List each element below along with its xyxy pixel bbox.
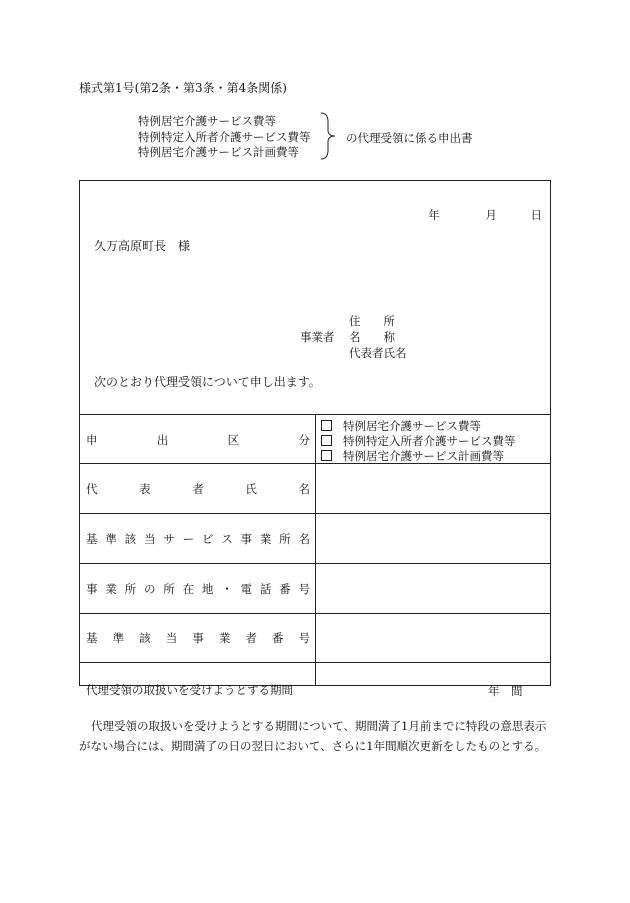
addressee: 久万高原町長 様 [94,239,191,253]
label-char: 号 [298,582,310,596]
row-label-facility-address-phone [86,581,310,597]
form-title-types [138,114,311,161]
label-char: 地 [201,582,214,596]
label-char: サ [163,532,175,546]
label-char: ・ [221,582,233,596]
label-char: 申 [86,433,98,447]
title-type: 特例居宅介護サービス費等 [138,114,276,128]
form-number: 様式第1号(第2条・第3条・第4条関係) [79,81,287,95]
option-label: 特例特定入所者介護サービス費等 [343,434,516,448]
intro-text: 次のとおり代理受領について申し出ます。 [94,375,321,389]
option-label: 特例居宅介護サービス計画費等 [343,449,504,463]
title-type: 特例居宅介護サービス計画費等 [138,145,299,159]
row-label-operator-number [86,630,310,646]
label-char: 事 [240,532,252,546]
label-char: 名 [298,482,310,496]
label-char: 番 [271,631,284,645]
label-char: ス [221,532,233,546]
label-char: 所 [279,532,291,546]
label-char: 名 [298,532,310,546]
label-char: 電 [240,582,252,596]
label-char: 該 [139,631,151,645]
date-year: 年 [428,208,440,222]
label-char: 分 [298,433,310,447]
label-char: 該 [124,532,137,546]
application-form-box [79,180,551,698]
applicant-label: 事業者 [300,330,335,344]
form-title-suffix: の代理受領に係る申出書 [346,131,473,145]
representative-name-label: 代表者氏名 [349,346,407,360]
label-char: 所 [124,582,137,596]
checkbox-icon[interactable] [321,420,332,431]
label-char: ー [182,532,195,546]
label-char: 業 [259,532,272,546]
label-char: 者 [245,631,257,645]
title-type: 特例特定入所者介護サービス費等 [138,129,311,144]
label-char: 業 [218,631,231,645]
row-label-representative-name [86,481,310,497]
label-char: 区 [227,433,240,447]
option-label: 特例居宅介護サービス費等 [343,419,481,433]
label-char: 出 [156,433,169,447]
label-char: 号 [298,631,310,645]
date-month: 月 [485,208,497,222]
label-char: 番 [279,582,291,596]
label-char: 者 [192,482,204,496]
label-char: 準 [112,631,125,645]
label-char: 所 [163,582,175,596]
checkbox-icon[interactable] [321,450,332,461]
label-char: の [143,582,156,596]
label-char: 業 [105,582,117,596]
footnote-line: がない場合には、期間満了の日の翌日において、さらに1年間順次更新をしたものとする。 [79,739,547,753]
label-char: 在 [182,582,195,596]
table-column-divider [315,414,316,685]
label-char: 事 [192,631,204,645]
option-item[interactable] [321,448,504,464]
label-char: 表 [139,482,151,496]
label-char: ビ [201,532,214,546]
label-char: 話 [259,582,272,596]
label-char: 準 [105,532,117,546]
date-day: 日 [530,208,542,222]
option-item[interactable] [321,433,516,449]
label-char: 氏 [245,482,257,496]
name-label: 名 称 [349,330,395,344]
label-char: 基 [86,532,98,546]
footnote-line: 代理受領の取扱いを受けようとする期間について、期間満了1月前までに特段の意思表示 [91,719,547,733]
label-char: 事 [86,582,98,596]
curly-brace [318,110,340,162]
row-label-period: 代理受領の取扱いを受けようとする期間 [86,683,293,697]
row-label-application-type [86,432,310,448]
label-char: 当 [143,532,156,546]
label-char: 代 [86,482,98,496]
option-item[interactable] [321,418,481,434]
period-unit: 年 間 [488,684,523,698]
checkbox-icon[interactable] [321,435,332,446]
address-label: 住 所 [349,314,395,328]
row-label-facility-name [86,531,310,547]
footnote [79,716,559,756]
label-char: 当 [165,631,178,645]
label-char: 基 [86,631,98,645]
date-line [428,207,542,223]
